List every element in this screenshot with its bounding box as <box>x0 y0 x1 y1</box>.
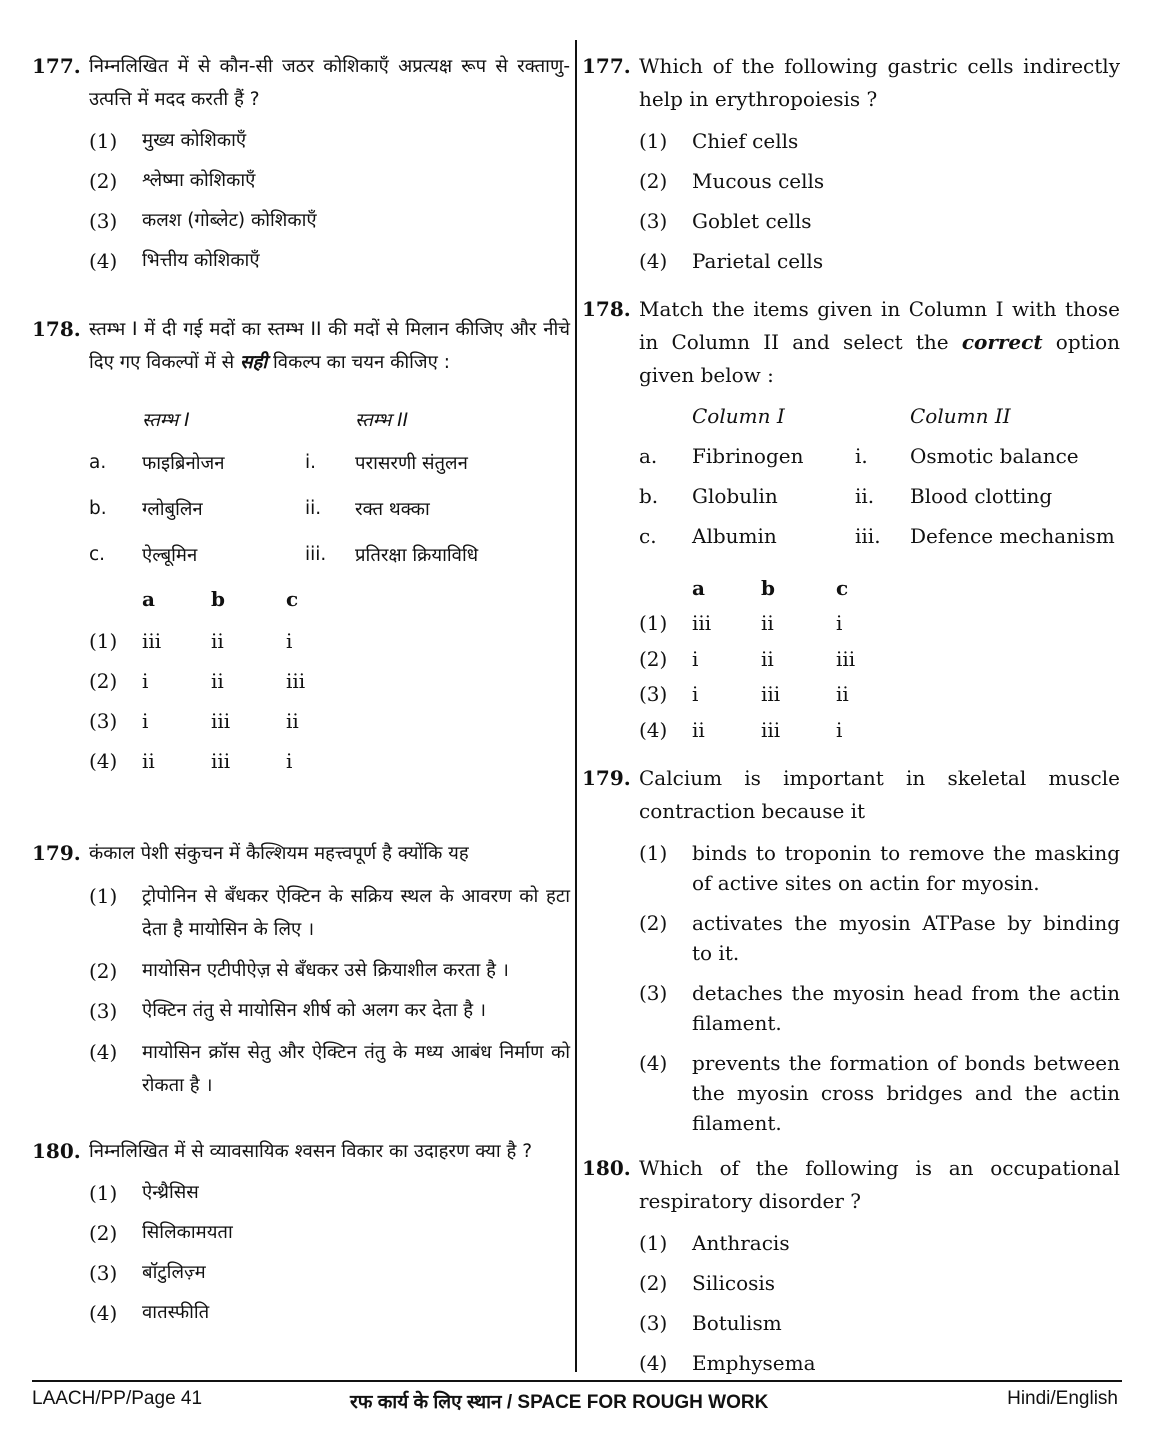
question-178-hindi <box>32 313 570 781</box>
option-1[interactable]: (1) binds to troponin to remove the masking of active sites on actin for myosin. <box>639 841 1120 895</box>
answer-option-1[interactable]: (1) iii ii i <box>639 611 843 636</box>
option-3[interactable]: (3) Goblet cells <box>639 209 812 233</box>
match-table <box>89 399 570 577</box>
option-1[interactable]: (1) मुख्य कोशिकाएँ <box>89 129 247 153</box>
option-1[interactable]: (1) Anthracis <box>639 1231 790 1255</box>
page-id: LAACH/PP/Page 41 <box>32 1388 203 1409</box>
option-2[interactable]: (2) Silicosis <box>639 1271 776 1295</box>
match-row: c. Albumin iii. Defence mechanism <box>639 524 1115 548</box>
answer-option-4[interactable]: (4) ii iii i <box>639 717 843 742</box>
option-2[interactable]: (2) मायोसिन एटीपीऐज़ से बँधकर उसे क्रियाशील करता है । <box>89 959 509 983</box>
question-text: Calcium is important in skeletal muscle contraction because it <box>639 766 1120 823</box>
question-text: कंकाल पेशी संकुचन में कैल्शियम महत्त्वपूर्ण है क्योंकि यह <box>89 843 469 864</box>
question-number: 179. <box>582 766 631 790</box>
option-4[interactable]: (4) Emphysema <box>639 1351 816 1375</box>
language-label: Hindi/English <box>1007 1388 1118 1409</box>
question-text: Match the items given in Column I with those in Column II and select the correct option given below : <box>639 297 1121 387</box>
question-text: निम्नलिखित में से व्यावसायिक श्वसन विकार का उदाहरण क्या है ? <box>89 1141 533 1162</box>
answer-grid: a b c (1) iii ii i (2) i ii iii (3) i iii ii (4) ii iii i <box>639 570 1120 748</box>
match-header: Column I Column II <box>692 404 1011 428</box>
rough-work-label: रफ कार्य के लिए स्थान / SPACE FOR ROUGH WORK <box>350 1392 769 1413</box>
option-3[interactable]: (3) कलश (गोब्लेट) कोशिकाएँ <box>89 209 317 233</box>
match-table <box>639 396 1120 556</box>
question-179-english <box>582 762 1120 1138</box>
match-header: स्तम्भ I स्तम्भ II <box>142 409 409 431</box>
option-4[interactable]: (4) prevents the formation of bonds between the myosin cross bridges and the actin filament. <box>639 1051 1120 1135</box>
question-text: स्तम्भ I में दी गई मदों का स्तम्भ II की मदों से मिलान कीजिए और नीचे दिए गए विकल्पों में से सही विकल्प का चयन कीजिए : <box>89 319 570 373</box>
answer-option-1[interactable]: (1) iii ii i <box>89 629 293 653</box>
question-number: 178. <box>32 317 81 341</box>
option-1[interactable]: (1) ट्रोपोनिन से बँधकर ऐक्टिन के सक्रिय स्थल के आवरण को हटा देता है मायोसिन के लिए । <box>89 884 570 940</box>
question-177-english <box>582 50 1120 276</box>
option-3[interactable]: (3) Botulism <box>639 1311 782 1335</box>
option-2[interactable]: (2) श्लेष्मा कोशिकाएँ <box>89 169 256 193</box>
question-177-hindi <box>32 50 570 276</box>
match-row: b. ग्लोबुलिन ii. रक्त थक्का <box>89 497 430 520</box>
option-2[interactable]: (2) Mucous cells <box>639 169 825 193</box>
question-number: 180. <box>582 1156 631 1180</box>
match-row: a. फाइब्रिनोजन i. परासरणी संतुलन <box>89 451 468 474</box>
answer-option-2[interactable]: (2) i ii iii <box>639 646 856 671</box>
question-number: 177. <box>582 54 631 78</box>
question-180-english <box>582 1152 1120 1378</box>
option-4[interactable]: (4) वातस्फीति <box>89 1301 210 1325</box>
question-178-english <box>582 293 1120 748</box>
option-1[interactable]: (1) ऐन्थ्रैसिस <box>89 1181 199 1205</box>
column-divider <box>575 40 577 1372</box>
option-4[interactable]: (4) Parietal cells <box>639 249 824 273</box>
option-3[interactable]: (3) बॉटुलिज़्म <box>89 1261 206 1285</box>
answer-option-3[interactable]: (3) i iii ii <box>639 682 849 707</box>
question-text: निम्नलिखित में से कौन-सी जठर कोशिकाएँ अप्रत्यक्ष रूप से रक्ताणु-उत्पत्ति में मदद करती हैं ? <box>89 56 570 110</box>
option-2[interactable]: (2) सिलिकामयता <box>89 1221 233 1245</box>
option-2[interactable]: (2) activates the myosin ATPase by binding to it. <box>639 911 1120 965</box>
question-179-hindi <box>32 837 570 1102</box>
answer-option-3[interactable]: (3) i iii ii <box>89 709 299 733</box>
answer-option-4[interactable]: (4) ii iii i <box>89 749 293 773</box>
footer-rule <box>32 1380 1122 1382</box>
question-number: 179. <box>32 841 81 865</box>
question-number: 177. <box>32 54 81 78</box>
match-row: a. Fibrinogen i. Osmotic balance <box>639 444 1079 468</box>
option-3[interactable]: (3) ऐक्टिन तंतु से मायोसिन शीर्ष को अलग कर देता है । <box>89 999 486 1023</box>
question-number: 180. <box>32 1139 81 1163</box>
match-row: c. ऐल्बूमिन iii. प्रतिरक्षा क्रियाविधि <box>89 543 479 566</box>
question-number: 178. <box>582 297 631 321</box>
answer-option-2[interactable]: (2) i ii iii <box>89 669 306 693</box>
option-3[interactable]: (3) detaches the myosin head from the actin filament. <box>639 981 1120 1035</box>
answer-grid: a b c (1) iii ii i (2) i ii iii (3) i iii ii (4) ii iii i <box>89 577 570 781</box>
option-4[interactable]: (4) भित्तीय कोशिकाएँ <box>89 249 260 273</box>
option-1[interactable]: (1) Chief cells <box>639 129 799 153</box>
question-text: Which of the following gastric cells indirectly help in erythropoiesis ? <box>639 54 1120 111</box>
question-180-hindi <box>32 1135 570 1328</box>
question-text: Which of the following is an occupational respiratory disorder ? <box>639 1156 1120 1213</box>
match-row: b. Globulin ii. Blood clotting <box>639 484 1053 508</box>
option-4[interactable]: (4) मायोसिन क्रॉस सेतु और ऐक्टिन तंतु के मध्य आबंध निर्माण को रोकता है । <box>89 1040 570 1096</box>
